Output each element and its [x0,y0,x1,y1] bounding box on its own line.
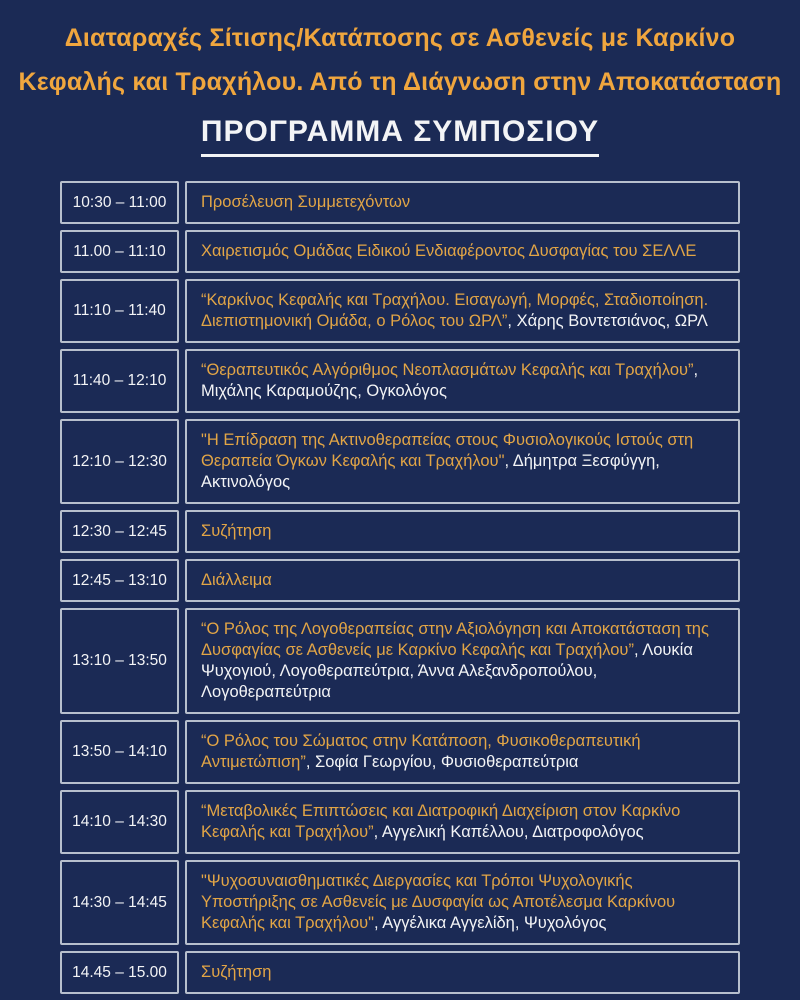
session-cell [185,608,740,714]
session-cell [185,419,740,504]
session-description [201,241,696,262]
session-description [201,570,272,591]
time-cell: 12:45 – 13:10 [60,559,179,602]
schedule-table [60,181,740,994]
session-title: Διάλλειμα [201,571,272,589]
time-cell: 14:10 – 14:30 [60,790,179,854]
session-cell [185,790,740,854]
session-speakers: , Αγγελική Καπέλλου, Διατροφολόγος [373,823,644,841]
session-cell [185,951,740,994]
time-cell: 12:10 – 12:30 [60,419,179,504]
session-title: “Θεραπευτικός Αλγόριθμος Νεοπλασμάτων Κεφαλής και Τραχήλου” [201,361,694,379]
session-description [201,521,271,542]
session-description [201,731,724,773]
session-cell [185,860,740,945]
session-title: Χαιρετισμός Ομάδας Ειδικού Ενδιαφέροντος Δυσφαγίας του ΣΕΛΛΕ [201,242,697,260]
time-cell: 13:50 – 14:10 [60,720,179,784]
time-cell: 14.45 – 15.00 [60,951,179,994]
session-title: "Η Επίδραση της Ακτινοθεραπείας στους Φυσιολογικούς Ιστούς στη Θεραπεία Όγκων Κεφαλής και Τραχήλου" [201,431,694,470]
session-speakers: , Λουκία Ψυχογιού, Λογοθεραπεύτρια, Άννα Αλεξανδροπούλου, Λογοθεραπεύτρια [201,641,693,701]
session-cell [185,230,740,273]
session-description [201,430,724,493]
session-speakers: , Δήμητρα Ξεσφύγγη, Ακτινολόγος [201,452,660,491]
session-cell [185,181,740,224]
session-cell [185,349,740,413]
time-cell: 11.00 – 11:10 [60,230,179,273]
session-cell [185,279,740,343]
session-description [201,360,724,402]
time-cell: 11:40 – 12:10 [60,349,179,413]
session-description [201,290,724,332]
poster-title-line2: Κεφαλής και Τραχήλου. Από τη Διάγνωση στην Αποκατάσταση [18,68,782,96]
session-title: Συζήτηση [201,522,272,540]
session-title: “Μεταβολικές Επιπτώσεις και Διατροφική Διαχείριση στον Καρκίνο Κεφαλής και Τραχήλου” [201,802,681,841]
session-title: Προσέλευση Συμμετεχόντων [201,193,411,211]
session-speakers: , Αγγέλικα Αγγελίδη, Ψυχολόγος [374,914,607,932]
session-speakers: , Σοφία Γεωργίου, Φυσιοθεραπεύτρια [305,753,579,771]
session-description [201,192,410,213]
session-description [201,801,724,843]
session-description [201,871,724,934]
header [0,16,800,157]
time-cell: 12:30 – 12:45 [60,510,179,553]
poster-title [0,16,800,104]
session-title: “Ο Ρόλος του Σώματος στην Κατάποση, Φυσικοθεραπευτική Αντιμετώπιση” [201,732,641,771]
session-description [201,962,271,983]
session-cell [185,559,740,602]
session-description [201,619,724,703]
time-cell: 14:30 – 14:45 [60,860,179,945]
program-subtitle-text: ΠΡΟΓΡΑΜΜΑ ΣΥΜΠΟΣΙΟΥ [201,115,599,157]
session-cell [185,720,740,784]
session-title: Συζήτηση [201,963,272,981]
session-speakers: , Χάρης Βοντετσιάνος, ΩΡΛ [507,312,708,330]
session-speakers: , Μιχάλης Καραμούζης, Ογκολόγος [201,361,699,400]
program-subtitle [0,115,800,157]
time-cell: 11:10 – 11:40 [60,279,179,343]
session-title: “Ο Ρόλος της Λογοθεραπείας στην Αξιολόγηση και Αποκατάσταση της Δυσφαγίας σε Ασθενείς με Καρκίνο Κεφαλής και Τραχήλου” [201,620,709,659]
time-cell: 10:30 – 11:00 [60,181,179,224]
time-cell: 13:10 – 13:50 [60,608,179,714]
session-cell [185,510,740,553]
session-title: "Ψυχοσυναισθηματικές Διεργασίες και Τρόποι Ψυχολογικής Υποστήριξης σε Ασθενείς με Δυσφαγία ως Αποτέλεσμα Καρκίνου Κεφαλής και Τραχήλου" [201,872,676,932]
poster-title-line1: Διαταραχές Σίτισης/Κατάποσης σε Ασθενείς με Καρκίνο [64,24,736,52]
session-title: “Καρκίνος Κεφαλής και Τραχήλου. Εισαγωγή, Μορφές, Σταδιοποίηση. Διεπιστημονική Ομάδα, ο Ρόλος του ΩΡΛ” [201,291,709,330]
